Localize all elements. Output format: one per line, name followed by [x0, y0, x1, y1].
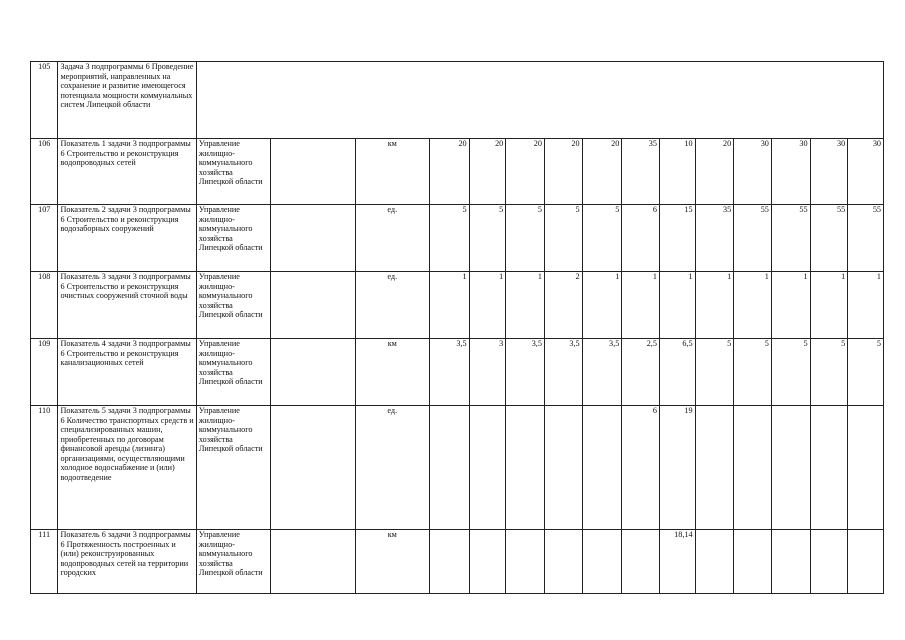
indicator-name: Показатель 6 задачи 3 подпрограммы 6 Протяженность построенных и (или) реконструированных водопроводных сетей на территории городских — [58, 530, 196, 594]
row-number: 110 — [31, 406, 58, 530]
unit-of-measure: ед. — [355, 272, 429, 339]
value-cell — [771, 406, 810, 530]
value-cell: 5 — [810, 339, 848, 406]
indicator-row — [31, 205, 884, 272]
responsible-executor: Управление жилищно-коммунального хозяйства Липецкой области — [196, 339, 270, 406]
value-cell: 1 — [622, 272, 660, 339]
unit-of-measure: км — [355, 339, 429, 406]
value-cell — [506, 406, 545, 530]
indicators-table — [30, 61, 884, 594]
task-merged-cell — [196, 62, 883, 139]
value-cell — [848, 530, 884, 594]
value-cell: 2,5 — [622, 339, 660, 406]
empty-cell — [271, 205, 355, 272]
value-cell — [848, 406, 884, 530]
value-cell — [734, 406, 772, 530]
row-number: 106 — [31, 139, 58, 205]
row-number: 108 — [31, 272, 58, 339]
value-cell: 30 — [771, 139, 810, 205]
value-cell — [429, 406, 469, 530]
value-cell: 5 — [734, 339, 772, 406]
value-cell: 1 — [582, 272, 622, 339]
responsible-executor: Управление жилищно-коммунального хозяйства Липецкой области — [196, 139, 270, 205]
value-cell: 6 — [622, 205, 660, 272]
value-cell — [544, 406, 582, 530]
value-cell — [469, 530, 506, 594]
value-cell: 1 — [506, 272, 545, 339]
responsible-executor: Управление жилищно-коммунального хозяйства Липецкой области — [196, 205, 270, 272]
value-cell: 1 — [848, 272, 884, 339]
value-cell: 3,5 — [582, 339, 622, 406]
value-cell: 18,14 — [659, 530, 695, 594]
value-cell: 3,5 — [429, 339, 469, 406]
value-cell: 6,5 — [659, 339, 695, 406]
indicator-row — [31, 139, 884, 205]
indicator-name: Показатель 5 задачи 3 подпрограммы 6 Количество транспортных средств и специализированных машин, приобретенных по договорам финансовой аренды (лизинга) организациями, осуществляющими холодное водоснабжение и (или) водоотведение — [58, 406, 196, 530]
value-cell — [622, 530, 660, 594]
value-cell: 1 — [771, 272, 810, 339]
value-cell — [429, 530, 469, 594]
indicator-row — [31, 530, 884, 594]
value-cell — [582, 406, 622, 530]
indicator-name: Показатель 3 задачи 3 подпрограммы 6 Строительство и реконструкция очистных сооружений сточной воды — [58, 272, 196, 339]
unit-of-measure: км — [355, 530, 429, 594]
value-cell: 19 — [659, 406, 695, 530]
indicator-name: Показатель 2 задачи 3 подпрограммы 6 Строительство и реконструкция водозаборных сооружений — [58, 205, 196, 272]
value-cell: 1 — [695, 272, 734, 339]
value-cell: 35 — [695, 205, 734, 272]
unit-of-measure: ед. — [355, 406, 429, 530]
empty-cell — [271, 339, 355, 406]
value-cell: 2 — [544, 272, 582, 339]
task-description: Задача 3 подпрограммы 6 Проведение мероприятий, направленных на сохранение и развитие имеющегося потенциала мощности коммунальных систем Липецкой области — [58, 62, 196, 139]
value-cell: 3,5 — [544, 339, 582, 406]
value-cell: 55 — [771, 205, 810, 272]
row-number: 109 — [31, 339, 58, 406]
value-cell — [506, 530, 545, 594]
value-cell: 20 — [695, 139, 734, 205]
value-cell: 5 — [544, 205, 582, 272]
value-cell: 1 — [469, 272, 506, 339]
value-cell: 30 — [810, 139, 848, 205]
value-cell — [695, 406, 734, 530]
value-cell — [810, 530, 848, 594]
value-cell — [810, 406, 848, 530]
unit-of-measure: ед. — [355, 205, 429, 272]
task-row — [31, 62, 884, 139]
indicator-row — [31, 339, 884, 406]
value-cell — [469, 406, 506, 530]
value-cell: 5 — [582, 205, 622, 272]
value-cell: 55 — [810, 205, 848, 272]
value-cell: 10 — [659, 139, 695, 205]
row-number: 105 — [31, 62, 58, 139]
value-cell: 20 — [582, 139, 622, 205]
value-cell — [695, 530, 734, 594]
value-cell: 20 — [544, 139, 582, 205]
value-cell: 3,5 — [506, 339, 545, 406]
responsible-executor: Управление жилищно-коммунального хозяйства Липецкой области — [196, 530, 270, 594]
value-cell — [582, 530, 622, 594]
indicator-row — [31, 406, 884, 530]
value-cell: 1 — [810, 272, 848, 339]
value-cell: 30 — [848, 139, 884, 205]
value-cell: 35 — [622, 139, 660, 205]
value-cell: 20 — [469, 139, 506, 205]
empty-cell — [271, 406, 355, 530]
value-cell: 15 — [659, 205, 695, 272]
value-cell: 1 — [429, 272, 469, 339]
value-cell: 5 — [695, 339, 734, 406]
value-cell: 5 — [506, 205, 545, 272]
indicator-row — [31, 272, 884, 339]
value-cell: 55 — [734, 205, 772, 272]
value-cell: 20 — [429, 139, 469, 205]
value-cell: 20 — [506, 139, 545, 205]
indicator-name: Показатель 4 задачи 3 подпрограммы 6 Строительство и реконструкция канализационных сетей — [58, 339, 196, 406]
value-cell — [734, 530, 772, 594]
value-cell: 55 — [848, 205, 884, 272]
value-cell: 1 — [734, 272, 772, 339]
value-cell: 3 — [469, 339, 506, 406]
value-cell: 6 — [622, 406, 660, 530]
value-cell — [771, 530, 810, 594]
value-cell: 30 — [734, 139, 772, 205]
responsible-executor: Управление жилищно-коммунального хозяйства Липецкой области — [196, 272, 270, 339]
empty-cell — [271, 272, 355, 339]
row-number: 107 — [31, 205, 58, 272]
empty-cell — [271, 530, 355, 594]
value-cell — [544, 530, 582, 594]
value-cell: 5 — [771, 339, 810, 406]
value-cell: 5 — [848, 339, 884, 406]
row-number: 111 — [31, 530, 58, 594]
value-cell: 5 — [429, 205, 469, 272]
indicator-name: Показатель 1 задачи 3 подпрограммы 6 Строительство и реконструкция водопроводных сетей — [58, 139, 196, 205]
value-cell: 5 — [469, 205, 506, 272]
unit-of-measure: км — [355, 139, 429, 205]
value-cell: 1 — [659, 272, 695, 339]
responsible-executor: Управление жилищно-коммунального хозяйства Липецкой области — [196, 406, 270, 530]
empty-cell — [271, 139, 355, 205]
